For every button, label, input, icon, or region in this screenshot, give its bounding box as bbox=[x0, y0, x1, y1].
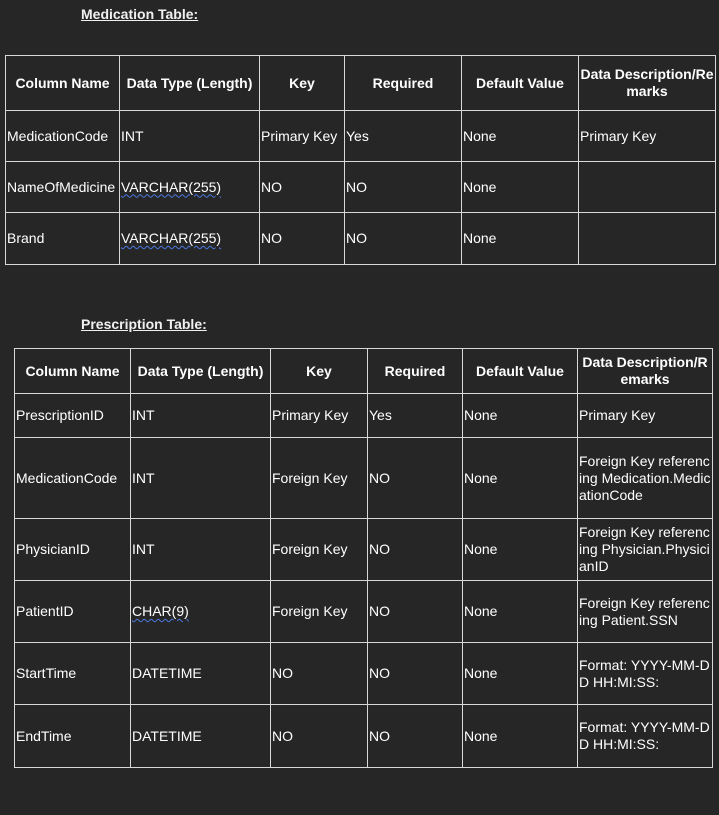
header-default-value: Default Value bbox=[462, 56, 579, 111]
cell-default-value: None bbox=[462, 213, 579, 265]
cell-description: Foreign Key referencing Medication.MedicationCode bbox=[578, 438, 713, 519]
cell-required: NO bbox=[368, 581, 463, 643]
cell-column-name: MedicationCode bbox=[15, 438, 131, 519]
header-key: Key bbox=[271, 349, 368, 394]
cell-column-name: PhysicianID bbox=[15, 519, 131, 581]
table-row bbox=[15, 394, 713, 438]
cell-required: NO bbox=[368, 643, 463, 705]
cell-key: Foreign Key bbox=[271, 581, 368, 643]
cell-column-name: StartTime bbox=[15, 643, 131, 705]
cell-required: NO bbox=[368, 438, 463, 519]
cell-data-type: CHAR(9) bbox=[131, 581, 271, 643]
cell-default-value: None bbox=[462, 111, 579, 162]
cell-default-value: None bbox=[463, 705, 578, 768]
cell-default-value: None bbox=[463, 643, 578, 705]
cell-data-type: INT bbox=[131, 519, 271, 581]
cell-description: Format: YYYY-MM-DD HH:MI:SS: bbox=[578, 705, 713, 768]
cell-column-name: MedicationCode bbox=[6, 111, 120, 162]
cell-required: NO bbox=[345, 213, 462, 265]
table-row bbox=[6, 162, 716, 213]
header-column-name: Column Name bbox=[6, 56, 120, 111]
cell-data-type: DATETIME bbox=[131, 643, 271, 705]
header-default-value: Default Value bbox=[463, 349, 578, 394]
table-row bbox=[15, 581, 713, 643]
table-header-row bbox=[6, 56, 716, 111]
cell-description bbox=[579, 213, 716, 265]
cell-key: Foreign Key bbox=[271, 438, 368, 519]
cell-required: Yes bbox=[368, 394, 463, 438]
header-description: Data Description/Remarks bbox=[578, 349, 713, 394]
cell-required: NO bbox=[368, 705, 463, 768]
table-row bbox=[6, 213, 716, 265]
header-key: Key bbox=[260, 56, 345, 111]
medication-table bbox=[5, 55, 716, 265]
cell-column-name: EndTime bbox=[15, 705, 131, 768]
cell-description: Format: YYYY-MM-DD HH:MI:SS: bbox=[578, 643, 713, 705]
table-row bbox=[15, 705, 713, 768]
cell-column-name: PatientID bbox=[15, 581, 131, 643]
header-data-type: Data Type (Length) bbox=[120, 56, 260, 111]
cell-data-type: VARCHAR(255) bbox=[120, 213, 260, 265]
cell-required: Yes bbox=[345, 111, 462, 162]
cell-description bbox=[579, 162, 716, 213]
prescription-table-title: Prescription Table: bbox=[81, 316, 207, 332]
cell-default-value: None bbox=[463, 519, 578, 581]
cell-key: Foreign Key bbox=[271, 519, 368, 581]
cell-data-type: VARCHAR(255) bbox=[120, 162, 260, 213]
cell-key: Primary Key bbox=[271, 394, 368, 438]
table-header-row bbox=[15, 349, 713, 394]
cell-key: NO bbox=[260, 213, 345, 265]
cell-data-type: INT bbox=[131, 438, 271, 519]
cell-column-name: NameOfMedicine bbox=[6, 162, 120, 213]
cell-default-value: None bbox=[463, 581, 578, 643]
cell-default-value: None bbox=[463, 438, 578, 519]
cell-key: NO bbox=[260, 162, 345, 213]
table-row bbox=[15, 643, 713, 705]
table-row bbox=[15, 438, 713, 519]
header-required: Required bbox=[345, 56, 462, 111]
cell-required: NO bbox=[368, 519, 463, 581]
table-row bbox=[6, 111, 716, 162]
header-description: Data Description/Remarks bbox=[579, 56, 716, 111]
cell-column-name: Brand bbox=[6, 213, 120, 265]
cell-key: NO bbox=[271, 643, 368, 705]
cell-data-type: INT bbox=[120, 111, 260, 162]
cell-default-value: None bbox=[462, 162, 579, 213]
cell-column-name: PrescriptionID bbox=[15, 394, 131, 438]
header-data-type: Data Type (Length) bbox=[131, 349, 271, 394]
cell-description: Foreign Key referencing Patient.SSN bbox=[578, 581, 713, 643]
cell-description: Primary Key bbox=[579, 111, 716, 162]
prescription-table bbox=[14, 348, 713, 768]
medication-table-title: Medication Table: bbox=[81, 6, 199, 22]
cell-description: Foreign Key referencing Physician.PhysicianID bbox=[578, 519, 713, 581]
cell-data-type: DATETIME bbox=[131, 705, 271, 768]
cell-description: Primary Key bbox=[578, 394, 713, 438]
cell-data-type: INT bbox=[131, 394, 271, 438]
table-row bbox=[15, 519, 713, 581]
header-required: Required bbox=[368, 349, 463, 394]
header-column-name: Column Name bbox=[15, 349, 131, 394]
cell-default-value: None bbox=[463, 394, 578, 438]
cell-required: NO bbox=[345, 162, 462, 213]
cell-key: Primary Key bbox=[260, 111, 345, 162]
cell-key: NO bbox=[271, 705, 368, 768]
